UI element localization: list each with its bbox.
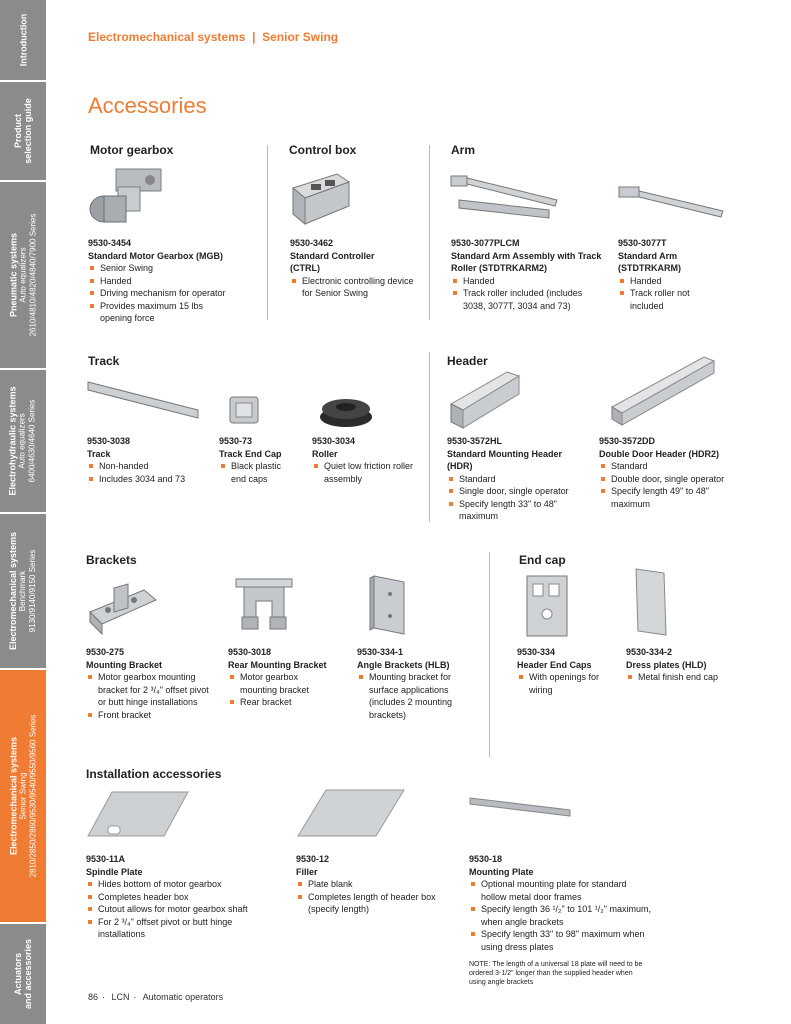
section-header: Header [447,354,488,368]
page-title: Accessories [88,93,207,118]
section-arm: Arm [451,143,476,157]
note-text: NOTE: The length of a universal 18 plate will need to be ordered 3-1/2" longer than the supplied header when using angle brackets [469,961,643,986]
divider [267,145,268,320]
track-end-cap-image [226,393,262,427]
angle-brackets-image [368,574,412,636]
tab-electromechanical-benchmark[interactable]: Electromechanical systems Benchmark 9130/9140/9150 Series [0,514,46,670]
item-9530-3077t: 9530-3077T Standard Arm (STDTRKARM) Handed Track roller not included [618,237,728,312]
item-9530-73: 9530-73 Track End Cap Black plastic end caps [219,435,309,485]
list-item: Includes 3034 and 73 [87,473,212,486]
list-item: Motor gearbox mounting bracket [228,671,330,696]
footer-section: Automatic operators [142,992,224,1002]
section-end-cap: End cap [519,553,566,567]
list-item: Specify length 33" to 98" maximum when using dress plates [469,928,654,953]
list-item: Double door, single operator [599,473,749,486]
footer-brand: LCN [111,992,130,1002]
list-item: Cutout allows for motor gearbox shaft [86,903,286,916]
list-item: Handed [451,275,606,288]
list-item: Hides bottom of motor gearbox [86,878,286,891]
item-9530-334: 9530-334 Header End Caps With openings for wiring [517,646,617,696]
section-control-box: Control box [289,143,357,157]
item-9530-334-1: 9530-334-1 Angle Brackets (HLB) Mounting bracket for surface applications (includes 2 mounting brackets) [357,646,477,721]
list-item: Standard [447,473,592,486]
list-item: Specify length 36 ¹/₂" to 101 ¹/₂" maximum, when angle brackets [469,903,654,928]
control-box-image [289,170,353,228]
footer: 86 · LCN · Automatic operators [88,992,224,1002]
page-number: 86 [88,992,99,1002]
dress-plates-image [632,567,670,637]
tab-actuators-accessories[interactable]: Actuators and accessories [0,924,46,1024]
list-item: Optional mounting plate for standard hollow metal door frames [469,878,654,903]
filler-plate-image [296,788,406,840]
divider [489,552,490,757]
roller-image [318,395,374,429]
item-9530-334-2: 9530-334-2 Dress plates (HLD) Metal finish end cap [626,646,756,684]
item-9530-3454: 9530-3454 Standard Motor Gearbox (MGB) Senior Swing Handed Driving mechanism for operator Provides maximum 15 lbs opening force [88,237,258,325]
list-item: Quiet low friction roller assembly [312,460,422,485]
list-item: Track roller not included [618,287,710,312]
spindle-plate-image [86,790,190,840]
item-9530-3018: 9530-3018 Rear Mounting Bracket Motor gearbox mounting bracket Rear bracket [228,646,353,709]
list-item: Driving mechanism for operator [88,287,258,300]
list-item: Completes header box [86,891,286,904]
breadcrumb: Electromechanical systems | Senior Swing [88,30,339,44]
mounting-header-image [447,370,523,430]
item-9530-12: 9530-12 Filler Plate blank Completes length of header box (specify length) [296,853,446,916]
list-item: Electronic controlling device for Senior Swing [290,275,420,300]
arm-assembly-image [449,170,559,225]
tab-electrohydraulic-systems[interactable]: Electrohydraulic systems Auto equalizers 6400/4630/4640 Series [0,370,46,514]
list-item: Specify length 49" to 48" maximum [599,485,741,510]
standard-arm-image [617,185,727,225]
list-item: Motor gearbox mounting bracket for 2 ³/₄" offset pivot or butt hinge installations [86,671,213,709]
item-9530-3034: 9530-3034 Roller Quiet low friction roller assembly [312,435,422,485]
header-end-caps-image [523,574,571,638]
divider [429,352,430,522]
track-image [86,378,201,423]
motor-gearbox-image [88,165,168,230]
tab-product-selection-guide[interactable]: Product selection guide [0,82,46,182]
list-item: Track roller included (includes 3038, 3077T, 3034 and 73) [451,287,606,312]
section-track: Track [88,354,120,368]
list-item: Rear bracket [228,696,353,709]
list-item: For 2 ³/₄" offset pivot or butt hinge installations [86,916,273,941]
section-motor-gearbox: Motor gearbox [90,143,174,157]
item-9530-11a: 9530-11A Spindle Plate Hides bottom of motor gearbox Completes header box Cutout allows for motor gearbox shaft For 2 ³/₄" offset pivot or butt hinge installations [86,853,286,941]
item-9530-3572hl: 9530-3572HL Standard Mounting Header (HDR) Standard Single door, single operator Specify length 33" to 48" maximum [447,435,592,523]
tab-pneumatic-systems[interactable]: Pneumatic systems Auto equalizers 2610/4810/4820/4840/7900 Series [0,182,46,370]
list-item: Black plastic end caps [219,460,296,485]
item-9530-275: 9530-275 Mounting Bracket Motor gearbox mounting bracket for 2 ³/₄" offset pivot or butt hinge installations Front bracket [86,646,221,721]
list-item: Mounting bracket for surface applications (includes 2 mounting brackets) [357,671,469,721]
list-item: Specify length 33" to 48" maximum [447,498,584,523]
list-item: With openings for wiring [517,671,604,696]
item-9530-18: 9530-18 Mounting Plate Optional mounting plate for standard hollow metal door frames Specify length 36 ¹/₂" to 101 ¹/₂" maximum, when angle brackets Specify length 33" to 98" maximum when using dress plates [469,853,654,953]
list-item: Handed [88,275,258,288]
divider [429,145,430,320]
list-item: Provides maximum 15 lbs opening force [88,300,235,325]
section-installation-accessories: Installation accessories [86,767,222,781]
section-brackets: Brackets [86,553,137,567]
item-9530-3077plcm: 9530-3077PLCM Standard Arm Assembly with Track Roller (STDTRKARM2) Handed Track roller included (includes 3038, 3077T, 3034 and 73) [451,237,606,312]
mounting-bracket-image [84,582,160,640]
tab-introduction[interactable]: Introduction [0,0,46,82]
item-9530-3462: 9530-3462 Standard Controller (CTRL) Electronic controlling device for Senior Swing [290,237,420,300]
list-item: Metal finish end cap [626,671,756,684]
item-9530-3572dd: 9530-3572DD Double Door Header (HDR2) Standard Double door, single operator Specify length 49" to 48" maximum [599,435,749,510]
list-item: Single door, single operator [447,485,592,498]
list-item: Senior Swing [88,262,258,275]
list-item: Completes length of header box (specify length) [296,891,446,916]
sidebar [0,0,46,1024]
item-9530-3038: 9530-3038 Track Non-handed Includes 3034 and 73 [87,435,212,485]
mounting-plate-image [468,796,572,818]
rear-mounting-bracket-image [232,577,298,637]
list-item: Plate blank [296,878,446,891]
double-door-header-image [608,355,718,427]
list-item: Front bracket [86,709,221,722]
list-item: Standard [599,460,749,473]
list-item: Handed [618,275,728,288]
tab-electromechanical-senior-swing[interactable]: Electromechanical systems Senior Swing 2810/2850/2860/9530/9540/9550/9560 Series [0,670,46,924]
list-item: Non-handed [87,460,212,473]
